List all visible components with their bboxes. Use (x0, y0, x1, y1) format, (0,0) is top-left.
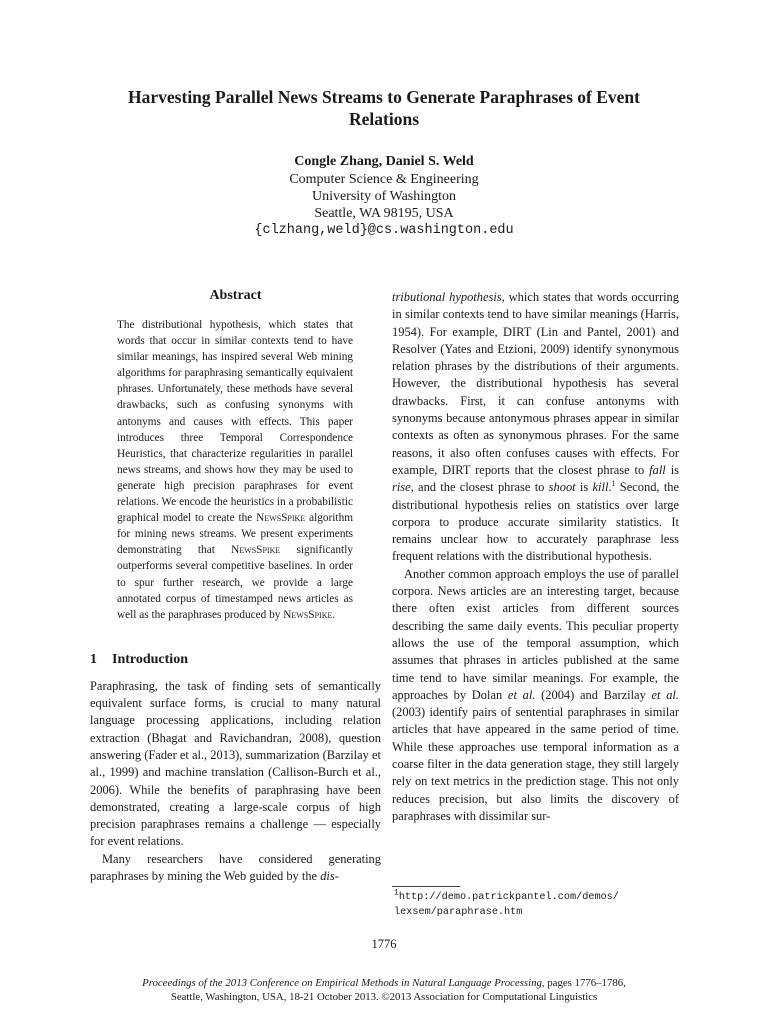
italic-text: dis- (320, 869, 339, 884)
abstract-text: significantly outperforms several competitive baselines. In order to spur further research, we provide a large annotated corpus of timestamped news articles as well as the paraphrases produced by (117, 544, 353, 621)
footnote-rule (392, 886, 460, 887)
paragraph-text: (2003) identify pairs of sentential paraphrases in similar articles that have appeared in the same period of time. While these approaches use temporal information as a coarse filter in the data generation stage, they still largely rely on text metrics in the prediction stage. This not only reduces precision, but also limits the discovery of paraphrases with dissimilar sur- (392, 705, 679, 823)
italic-text: et al. (507, 687, 536, 702)
footnote-number: 1 (394, 888, 399, 898)
left-column (90, 288, 381, 885)
footnote (392, 886, 679, 920)
paragraph-text: is (575, 480, 593, 495)
paragraph-text: . (608, 480, 612, 495)
intro-body (90, 678, 381, 886)
page-number: 1776 (371, 937, 397, 951)
abstract-text: The distributional hypothesis, which states that words that occur in similar contexts tend to have similar meanings, has inspired several Web mining algorithms for paraphrasing semantically equivalent phrases. Unfortunately, these methods have several drawbacks, such as confusing synonyms with antonyms and causes with effects. This paper introduces three Temporal Correspondence Heuristics, that characterize regularities in parallel news streams, and shows how they may be used to generate high precision paraphrases for event relations. We encode the heuristics in a probabilistic graphical model to create the (117, 319, 353, 525)
footnote-text (392, 890, 679, 920)
system-name: NewsSpike (283, 608, 333, 621)
author-names: Congle Zhang, Daniel S. Weld (294, 154, 474, 169)
section-number: 1 (90, 651, 97, 667)
section-title: Introduction (112, 651, 188, 667)
paragraph-text: Another common approach employs the use of parallel corpora. News articles are an interesting target, because there often exist articles from different sources describing the same daily events. This peculiar property allows the use of the temporal assumption, which assumes that phrases in articles published at the same time tend to have similar meanings. For example, the approaches by Dolan (392, 566, 679, 702)
author-email: {clzhang,weld}@cs.washington.edu (254, 223, 514, 238)
italic-text: tributional hypothesis (392, 290, 502, 304)
footnote-url: lexsem/paraphrase.htm (394, 907, 523, 918)
abstract-body (117, 317, 353, 623)
abstract-text: . (332, 608, 336, 621)
footnote-url: http://demo.patrickpantel.com/demos/ (398, 892, 619, 903)
abstract-heading: Abstract (209, 288, 262, 303)
affiliation-university: University of Washington (311, 189, 457, 204)
system-name: NewsSpike (256, 512, 306, 525)
paragraph-text: , and the closest phrase to (410, 480, 549, 495)
right-paragraph-1 (392, 289, 679, 566)
italic-text: et al. (651, 687, 679, 702)
paragraph-text: , which states that words occurring in similar contexts tend to have similar meanings (Harris, 1954). For example, DIRT (Lin and Pantel, 2001) and Resolver (Yates and Etzioni, 2009) identify synonymous relation phrases by the distributions of their arguments. However, the distributional hypothesis has several drawbacks. First, it can confuse antonyms with synonyms because antonymous phrases appear in similar contexts as often as synonymous phrases. For the same reasons, it also often confuses causes with effects. For example, DIRT reports that the closest phrase to (392, 290, 679, 477)
paragraph-text: (2004) and Barzilay (535, 687, 652, 702)
right-column (392, 289, 679, 825)
italic-text: kill (592, 480, 609, 495)
intro-paragraph-2 (90, 851, 381, 886)
paragraph-text: Many researchers have considered generating paraphrases by mining the Web guided by the (90, 851, 381, 884)
paragraph-text: Second, the distributional hypothesis relies on statistics over large corpora to produce accurate similarity statistics. It remains unclear how to accurately paraphrase less frequent relations with the distributional hypothesis. (392, 480, 680, 564)
author-block (184, 153, 584, 239)
proceedings-pages: , pages 1776–1786, (541, 977, 626, 989)
italic-text: shoot (548, 480, 576, 495)
footnote-marker: 1 (611, 479, 616, 489)
italic-text: rise (392, 480, 411, 495)
system-name: NewsSpike (231, 544, 281, 557)
proceedings-venue: Seattle, Washington, USA, 18-21 October 2013. ©2013 Association for Computational Linguistics (170, 990, 598, 1003)
proceedings-title: Proceedings of the 2013 Conference on Empirical Methods in Natural Language Processing (142, 977, 542, 989)
section-heading-introduction (90, 652, 381, 668)
intro-paragraph-1: Paraphrasing, the task of finding sets of semantically equivalent surface forms, is crucial to many natural language processing applications, including relation extraction (Bhagat and Ravichandran, 2008), question answering (Fader et al., 2013), summarization (Barzilay et al., 1999) and machine translation (Callison-Burch et al., 2006). While the benefits of paraphrasing have been demonstrated, creating a large-scale corpus of high precision paraphrases remains a challenge — especially for event relations. (90, 678, 381, 849)
proceedings-footer (80, 977, 688, 1004)
italic-text: fall (649, 462, 666, 477)
affiliation-dept: Computer Science & Engineering (289, 172, 479, 187)
paragraph-text: is (665, 462, 680, 477)
right-paragraph-2 (392, 566, 679, 825)
affiliation-address: Seattle, WA 98195, USA (314, 206, 454, 221)
paper-title: Harvesting Parallel News Streams to Generate Paraphrases of Event Relations (128, 87, 640, 129)
abstract-text: algorithm for mining news streams. We present experiments demonstrating that (117, 512, 354, 557)
